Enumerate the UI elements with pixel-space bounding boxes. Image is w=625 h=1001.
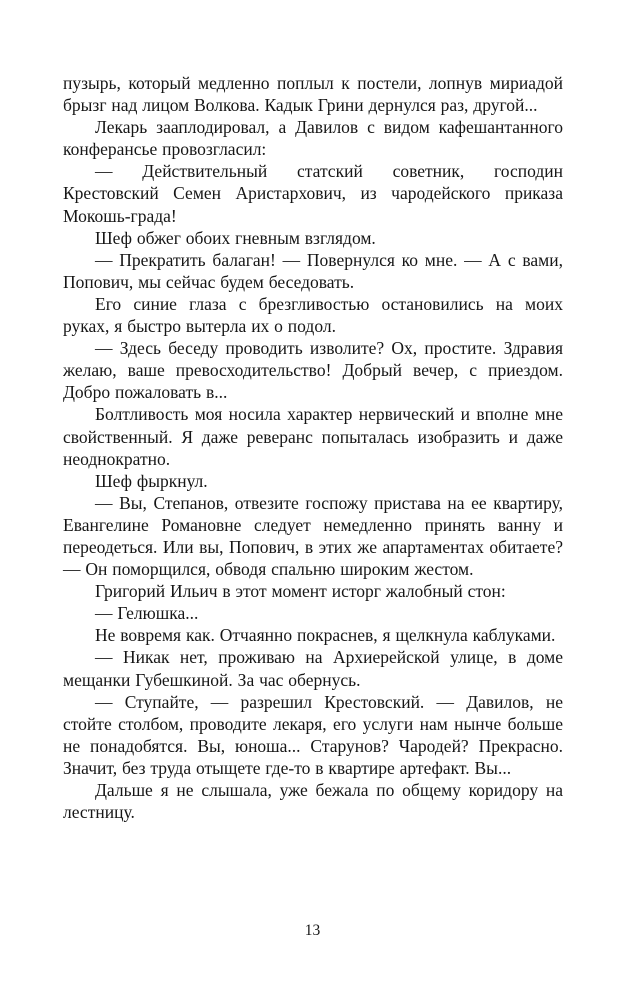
paragraph: — Ступайте, — разрешил Крестовский. — Давилов, не стойте столбом, проводите лекаря, его услуги нам нынче больше не понадобятся. Вы, юноша... Старунов? Чародей? Прекрасно. Значит, без труда отыщете где-то в квартире артефакт. Вы... xyxy=(63,691,563,778)
paragraph: — Никак нет, проживаю на Архиерейской улице, в доме мещанки Губешкиной. За час обернусь. xyxy=(63,647,563,690)
page-number: 13 xyxy=(304,922,321,939)
paragraph: — Прекратить балаган! — Повернулся ко мне. — А с вами, Попович, мы сейчас будем беседовать. xyxy=(63,249,563,292)
paragraph: Шеф фыркнул. xyxy=(95,470,208,491)
paragraph: Болтливость моя носила характер нервический и вполне мне свойственный. Я даже реверанс попыталась изобразить и даже неоднократно. xyxy=(63,404,563,469)
paragraph: — Здесь беседу проводить изволите? Ох, простите. Здравия желаю, ваше превосходительство! Добрый вечер, с приездом. Добро пожаловать в... xyxy=(63,338,563,403)
paragraph: Григорий Ильич в этот момент исторг жалобный стон: xyxy=(95,581,506,602)
paragraph: пузырь, который медленно поплыл к постели, лопнув мириадой брызг над лицом Волкова. Кадык Грини дернулся раз, другой... xyxy=(63,73,563,116)
paragraph: — Действительный статский советник, господин Крестовский Семен Аристархович, из чародейского приказа Мокошь-града! xyxy=(63,161,563,226)
paragraph: — Гелюшка... xyxy=(95,603,199,624)
paragraph: — Вы, Степанов, отвезите госпожу пристава на ее квартиру, Евангелине Романовне следует немедленно принять ванну и переодеться. Или вы, Попович, в этих же апартаментах обитаете? — Он поморщился, обводя спальню широким жестом. xyxy=(63,492,563,580)
paragraph: Не вовремя как. Отчаянно покраснев, я щелкнула каблуками. xyxy=(95,625,556,646)
paragraph: Его синие глаза с брезгливостью остановились на моих руках, я быстро вытерла их о подол. xyxy=(63,293,563,337)
paragraph: Шеф обжег обоих гневным взглядом. xyxy=(95,227,376,248)
paragraph: Лекарь зааплодировал, а Давилов с видом кафешантанного конферансье провозгласил: xyxy=(63,117,563,160)
paragraph: Дальше я не слышала, уже бежала по общему коридору на лестницу. xyxy=(63,780,563,823)
text-block xyxy=(63,72,563,823)
